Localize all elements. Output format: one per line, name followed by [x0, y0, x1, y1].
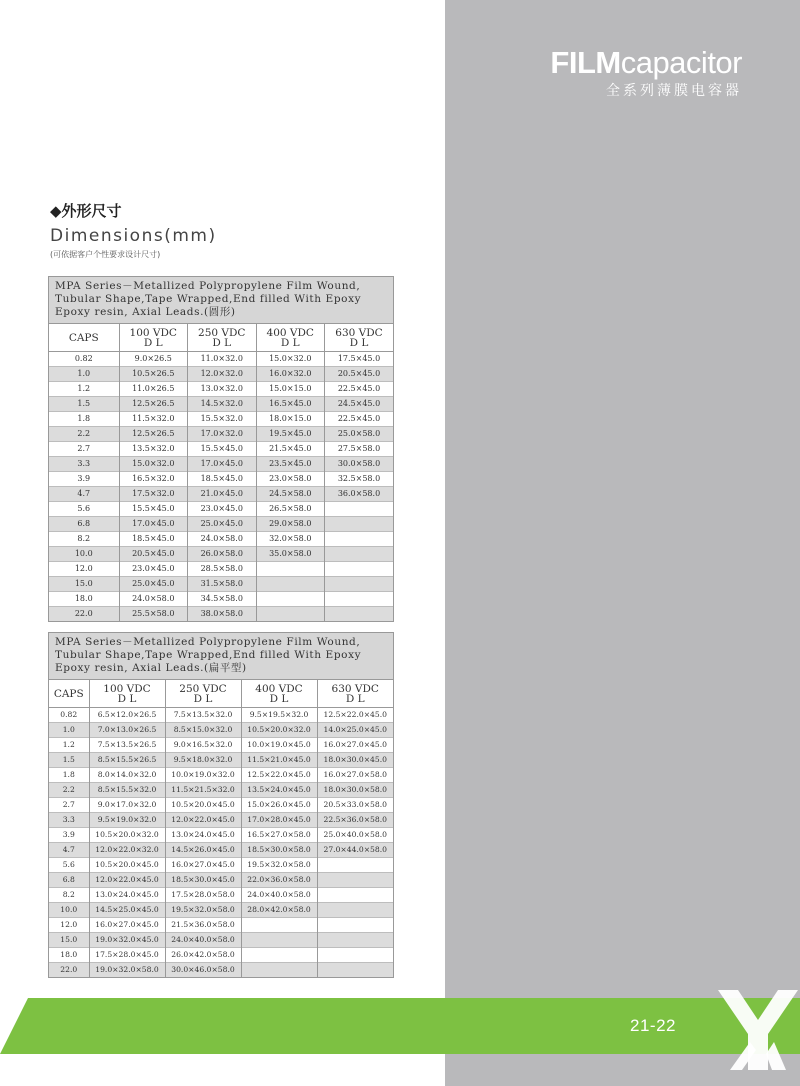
caps-cell: 5.6	[49, 502, 119, 517]
dimension-cell	[325, 502, 394, 517]
dimension-cell	[317, 858, 393, 873]
dimension-cell: 16.0×32.0	[256, 367, 325, 382]
dimension-cell: 30.0×46.0×58.0	[165, 963, 241, 978]
dimension-cell: 17.5×28.0×45.0	[89, 948, 165, 963]
brand-title	[550, 46, 742, 80]
dimension-cell	[325, 517, 394, 532]
dimension-cell: 25.0×45.0	[119, 577, 188, 592]
dimension-cell: 11.0×26.5	[119, 382, 188, 397]
dimension-cell: 15.0×32.0	[119, 457, 188, 472]
dimension-cell: 16.5×32.0	[119, 472, 188, 487]
table-row	[49, 547, 393, 562]
dimension-cell: 8.5×15.5×32.0	[89, 783, 165, 798]
dimension-cell: 12.0×22.0×32.0	[89, 843, 165, 858]
dimension-cell: 26.0×58.0	[188, 547, 257, 562]
table-row	[49, 532, 393, 547]
dimension-cell	[241, 963, 317, 978]
header-630vdc: 630 VDC D L	[325, 324, 394, 352]
dimension-cell	[317, 918, 393, 933]
dimension-cell: 16.5×45.0	[256, 397, 325, 412]
table-row	[49, 708, 393, 723]
dimension-cell: 17.5×32.0	[119, 487, 188, 502]
header-630vdc: 630 VDC D L	[317, 680, 393, 708]
header-caps: CAPS	[49, 324, 119, 352]
dimension-cell: 24.5×45.0	[325, 397, 394, 412]
caps-cell: 1.5	[49, 753, 89, 768]
table-row	[49, 487, 393, 502]
caps-cell: 1.8	[49, 768, 89, 783]
dimension-cell: 34.5×58.0	[188, 592, 257, 607]
table-title-line: MPA Series－Metallized Polypropylene Film Wound,	[55, 636, 361, 648]
dimension-cell: 25.0×58.0	[325, 427, 394, 442]
dimension-cell	[317, 888, 393, 903]
header-400vdc: 400 VDC D L	[241, 680, 317, 708]
table-row	[49, 888, 393, 903]
dimension-cell: 12.0×22.0×45.0	[89, 873, 165, 888]
dimension-cell: 12.0×32.0	[188, 367, 257, 382]
caps-cell: 1.5	[49, 397, 119, 412]
dimension-cell: 17.0×32.0	[188, 427, 257, 442]
brand-film: FILM	[550, 45, 621, 80]
table-row	[49, 517, 393, 532]
dimension-cell: 14.5×32.0	[188, 397, 257, 412]
round-type-table	[48, 276, 394, 622]
table-row	[49, 828, 393, 843]
dimension-cell: 22.5×45.0	[325, 412, 394, 427]
dimension-cell	[241, 918, 317, 933]
caps-cell: 4.7	[49, 843, 89, 858]
section-title-cn: ◆外形尺寸	[50, 202, 122, 220]
dimension-cell: 11.5×32.0	[119, 412, 188, 427]
dimension-cell: 29.0×58.0	[256, 517, 325, 532]
caps-cell: 3.9	[49, 828, 89, 843]
dimension-cell: 19.5×32.0×58.0	[241, 858, 317, 873]
dimension-cell: 13.0×24.0×45.0	[165, 828, 241, 843]
table-row	[49, 843, 393, 858]
table-row	[49, 442, 393, 457]
dimension-cell	[256, 592, 325, 607]
caps-cell: 15.0	[49, 933, 89, 948]
dimension-cell: 10.0×19.0×45.0	[241, 738, 317, 753]
table-row	[49, 412, 393, 427]
table-row	[49, 382, 393, 397]
dimension-cell: 16.0×27.0×45.0	[89, 918, 165, 933]
dimension-cell: 17.5×28.0×58.0	[165, 888, 241, 903]
caps-cell: 4.7	[49, 487, 119, 502]
dimension-cell: 14.5×26.0×45.0	[165, 843, 241, 858]
dimension-cell: 19.0×32.0×58.0	[89, 963, 165, 978]
gray-side-panel	[445, 0, 800, 1086]
dimension-cell	[325, 592, 394, 607]
dimension-cell: 19.5×32.0×58.0	[165, 903, 241, 918]
dimension-cell	[241, 948, 317, 963]
section-heading	[50, 200, 217, 260]
table-row	[49, 472, 393, 487]
dimension-cell: 13.0×32.0	[188, 382, 257, 397]
table-title-line: MPA Series－Metallized Polypropylene Film Wound,	[55, 280, 361, 292]
dimension-cell: 11.5×21.0×45.0	[241, 753, 317, 768]
dimension-cell	[241, 933, 317, 948]
dimension-cell: 24.5×58.0	[256, 487, 325, 502]
table-title-line: Tubular Shape,Tape Wrapped,End filled With Epoxy	[55, 293, 362, 305]
dimension-cell: 23.0×45.0	[119, 562, 188, 577]
dimension-cell: 10.5×20.0×32.0	[89, 828, 165, 843]
dimension-cell: 28.5×58.0	[188, 562, 257, 577]
dimension-cell: 30.0×58.0	[325, 457, 394, 472]
dimension-cell: 15.5×32.0	[188, 412, 257, 427]
dimension-cell: 16.0×27.0×45.0	[317, 738, 393, 753]
caps-cell: 0.82	[49, 708, 89, 723]
dimension-cell	[317, 873, 393, 888]
dimension-cell: 18.5×30.0×45.0	[165, 873, 241, 888]
dimension-cell: 9.0×26.5	[119, 352, 188, 367]
table-row	[49, 562, 393, 577]
dimension-cell: 15.5×45.0	[119, 502, 188, 517]
table-row	[49, 933, 393, 948]
dimension-cell: 18.0×30.0×45.0	[317, 753, 393, 768]
dimension-cell: 10.5×20.0×32.0	[241, 723, 317, 738]
header-100vdc: 100 VDC D L	[89, 680, 165, 708]
caps-cell: 8.2	[49, 888, 89, 903]
dimension-cell: 32.5×58.0	[325, 472, 394, 487]
caps-cell: 1.2	[49, 382, 119, 397]
dimension-cell: 17.0×45.0	[188, 457, 257, 472]
dimension-cell: 38.0×58.0	[188, 607, 257, 622]
dimension-cell: 9.0×17.0×32.0	[89, 798, 165, 813]
dimension-cell	[256, 562, 325, 577]
caps-cell: 22.0	[49, 607, 119, 622]
dimension-cell: 25.0×45.0	[188, 517, 257, 532]
dimension-cell: 11.0×32.0	[188, 352, 257, 367]
table-row	[49, 577, 393, 592]
table-row	[49, 768, 393, 783]
dimension-cell: 26.5×58.0	[256, 502, 325, 517]
caps-cell: 8.2	[49, 532, 119, 547]
dimension-cell	[317, 903, 393, 918]
dimension-cell: 10.0×19.0×32.0	[165, 768, 241, 783]
dimension-cell: 9.5×19.5×32.0	[241, 708, 317, 723]
dimension-cell: 18.0×15.0	[256, 412, 325, 427]
dimension-cell	[325, 547, 394, 562]
table-row	[49, 963, 393, 978]
dimension-cell: 14.5×25.0×45.0	[89, 903, 165, 918]
dimension-cell: 13.5×32.0	[119, 442, 188, 457]
caps-cell: 18.0	[49, 948, 89, 963]
brand-header	[550, 46, 742, 100]
flat-type-table	[48, 632, 394, 978]
dimension-cell: 24.0×58.0	[119, 592, 188, 607]
table-row	[49, 367, 393, 382]
dimension-cell: 10.5×26.5	[119, 367, 188, 382]
caps-cell: 3.3	[49, 813, 89, 828]
caps-cell: 6.8	[49, 517, 119, 532]
dimension-cell: 15.0×32.0	[256, 352, 325, 367]
table-row	[49, 813, 393, 828]
dimension-cell: 17.5×45.0	[325, 352, 394, 367]
header-250vdc: 250 VDC D L	[165, 680, 241, 708]
caps-cell: 2.7	[49, 798, 89, 813]
dimension-cell: 9.0×16.5×32.0	[165, 738, 241, 753]
dimension-cell: 28.0×42.0×58.0	[241, 903, 317, 918]
table-row	[49, 352, 393, 367]
table-row	[49, 427, 393, 442]
dimension-cell: 23.5×45.0	[256, 457, 325, 472]
dimension-cell: 20.5×33.0×58.0	[317, 798, 393, 813]
caps-cell: 15.0	[49, 577, 119, 592]
dimension-cell: 12.5×26.5	[119, 427, 188, 442]
section-title-en: Dimensions(mm)	[50, 226, 217, 246]
dimension-cell: 22.0×36.0×58.0	[241, 873, 317, 888]
dimension-cell	[317, 963, 393, 978]
dimension-cell: 21.5×36.0×58.0	[165, 918, 241, 933]
caps-cell: 0.82	[49, 352, 119, 367]
table-row	[49, 873, 393, 888]
table-row	[49, 783, 393, 798]
dimension-cell: 17.0×45.0	[119, 517, 188, 532]
table-title	[49, 277, 393, 324]
dimension-cell	[325, 607, 394, 622]
dimension-cell: 12.5×22.0×45.0	[241, 768, 317, 783]
dimension-cell: 15.0×15.0	[256, 382, 325, 397]
header-caps: CAPS	[49, 680, 89, 708]
dimension-cell: 8.5×15.5×26.5	[89, 753, 165, 768]
table-row	[49, 607, 393, 622]
section-note: (可依据客户个性要求设计尺寸)	[50, 250, 161, 259]
dimension-cell: 22.5×45.0	[325, 382, 394, 397]
caps-cell: 3.3	[49, 457, 119, 472]
caps-cell: 1.8	[49, 412, 119, 427]
header-250vdc: 250 VDC D L	[188, 324, 257, 352]
dimension-cell: 18.5×30.0×58.0	[241, 843, 317, 858]
dimension-cell: 8.0×14.0×32.0	[89, 768, 165, 783]
caps-cell: 2.7	[49, 442, 119, 457]
brand-subtitle: 全系列薄膜电容器	[606, 83, 742, 99]
dimension-cell: 27.5×58.0	[325, 442, 394, 457]
table-title-line: Epoxy resin, Axial Leads.(圆形)	[55, 306, 236, 318]
caps-cell: 5.6	[49, 858, 89, 873]
caps-cell: 2.2	[49, 427, 119, 442]
table-row	[49, 738, 393, 753]
dimension-cell: 7.0×13.0×26.5	[89, 723, 165, 738]
table-row	[49, 457, 393, 472]
dimension-cell: 27.0×44.0×58.0	[317, 843, 393, 858]
dimension-cell: 9.5×19.0×32.0	[89, 813, 165, 828]
dimension-cell	[256, 607, 325, 622]
dimension-cell: 23.0×45.0	[188, 502, 257, 517]
table-title	[49, 633, 393, 680]
caps-cell: 12.0	[49, 918, 89, 933]
dimension-cell: 8.5×15.0×32.0	[165, 723, 241, 738]
caps-cell: 10.0	[49, 547, 119, 562]
caps-cell: 1.0	[49, 367, 119, 382]
dimension-cell: 19.0×32.0×45.0	[89, 933, 165, 948]
dimension-cell: 24.0×58.0	[188, 532, 257, 547]
table-title-line: Epoxy resin, Axial Leads.(扁平型)	[55, 662, 247, 674]
dimension-cell	[325, 532, 394, 547]
dimension-cell: 23.0×58.0	[256, 472, 325, 487]
dimension-cell: 18.0×30.0×58.0	[317, 783, 393, 798]
caps-cell: 12.0	[49, 562, 119, 577]
brand-capacitor: capacitor	[620, 45, 742, 80]
table-row	[49, 592, 393, 607]
table-row	[49, 397, 393, 412]
caps-cell: 6.8	[49, 873, 89, 888]
dimension-cell	[325, 562, 394, 577]
caps-cell: 3.9	[49, 472, 119, 487]
table-row	[49, 948, 393, 963]
caps-cell: 1.2	[49, 738, 89, 753]
dimension-cell: 14.0×25.0×45.0	[317, 723, 393, 738]
dimension-cell	[325, 577, 394, 592]
table-title-line: Tubular Shape,Tape Wrapped,End filled With Epoxy	[55, 649, 362, 661]
caps-cell: 10.0	[49, 903, 89, 918]
dimension-cell: 32.0×58.0	[256, 532, 325, 547]
dimension-cell: 15.5×45.0	[188, 442, 257, 457]
dimension-cell: 19.5×45.0	[256, 427, 325, 442]
header-400vdc: 400 VDC D L	[256, 324, 325, 352]
dimension-cell: 12.5×22.0×45.0	[317, 708, 393, 723]
dimension-cell: 20.5×45.0	[325, 367, 394, 382]
dimension-cell: 13.0×24.0×45.0	[89, 888, 165, 903]
caps-cell: 22.0	[49, 963, 89, 978]
dimension-cell: 21.5×45.0	[256, 442, 325, 457]
dimension-cell: 11.5×21.5×32.0	[165, 783, 241, 798]
table-row	[49, 903, 393, 918]
table-row	[49, 753, 393, 768]
header-100vdc: 100 VDC D L	[119, 324, 188, 352]
table-row	[49, 798, 393, 813]
dimension-cell: 16.0×27.0×58.0	[317, 768, 393, 783]
dimension-cell: 12.0×22.0×45.0	[165, 813, 241, 828]
dimension-cell: 25.0×40.0×58.0	[317, 828, 393, 843]
dimension-cell: 31.5×58.0	[188, 577, 257, 592]
dimension-cell: 21.0×45.0	[188, 487, 257, 502]
table-header-row	[49, 324, 393, 352]
table-row	[49, 723, 393, 738]
caps-cell: 2.2	[49, 783, 89, 798]
dimension-cell: 18.5×45.0	[188, 472, 257, 487]
dimension-cell: 20.5×45.0	[119, 547, 188, 562]
dimension-cell: 24.0×40.0×58.0	[165, 933, 241, 948]
dimension-cell	[256, 577, 325, 592]
dimension-cell: 6.5×12.0×26.5	[89, 708, 165, 723]
dimension-cell: 17.0×28.0×45.0	[241, 813, 317, 828]
dimension-cell	[317, 933, 393, 948]
yx-logo-icon	[716, 990, 800, 1070]
table-row	[49, 502, 393, 517]
dimension-cell: 10.5×20.0×45.0	[165, 798, 241, 813]
caps-cell: 18.0	[49, 592, 119, 607]
dimension-cell: 25.5×58.0	[119, 607, 188, 622]
caps-cell: 1.0	[49, 723, 89, 738]
dimension-cell: 16.0×27.0×45.0	[165, 858, 241, 873]
dimension-cell: 18.5×45.0	[119, 532, 188, 547]
dimension-cell: 9.5×18.0×32.0	[165, 753, 241, 768]
dimension-cell: 26.0×42.0×58.0	[165, 948, 241, 963]
table-row	[49, 918, 393, 933]
dimension-cell	[317, 948, 393, 963]
dimension-cell: 16.5×27.0×58.0	[241, 828, 317, 843]
dimension-cell: 12.5×26.5	[119, 397, 188, 412]
dimension-cell: 10.5×20.0×45.0	[89, 858, 165, 873]
dimension-cell: 24.0×40.0×58.0	[241, 888, 317, 903]
dimension-cell: 13.5×24.0×45.0	[241, 783, 317, 798]
dimension-cell: 7.5×13.5×26.5	[89, 738, 165, 753]
dimension-cell: 22.5×36.0×58.0	[317, 813, 393, 828]
table-row	[49, 858, 393, 873]
dimension-cell: 36.0×58.0	[325, 487, 394, 502]
dimension-cell: 15.0×26.0×45.0	[241, 798, 317, 813]
table-header-row	[49, 680, 393, 708]
green-footer-band	[0, 998, 800, 1054]
dimension-cell: 7.5×13.5×32.0	[165, 708, 241, 723]
page-number: 21-22	[630, 1016, 676, 1035]
dimension-cell: 35.0×58.0	[256, 547, 325, 562]
